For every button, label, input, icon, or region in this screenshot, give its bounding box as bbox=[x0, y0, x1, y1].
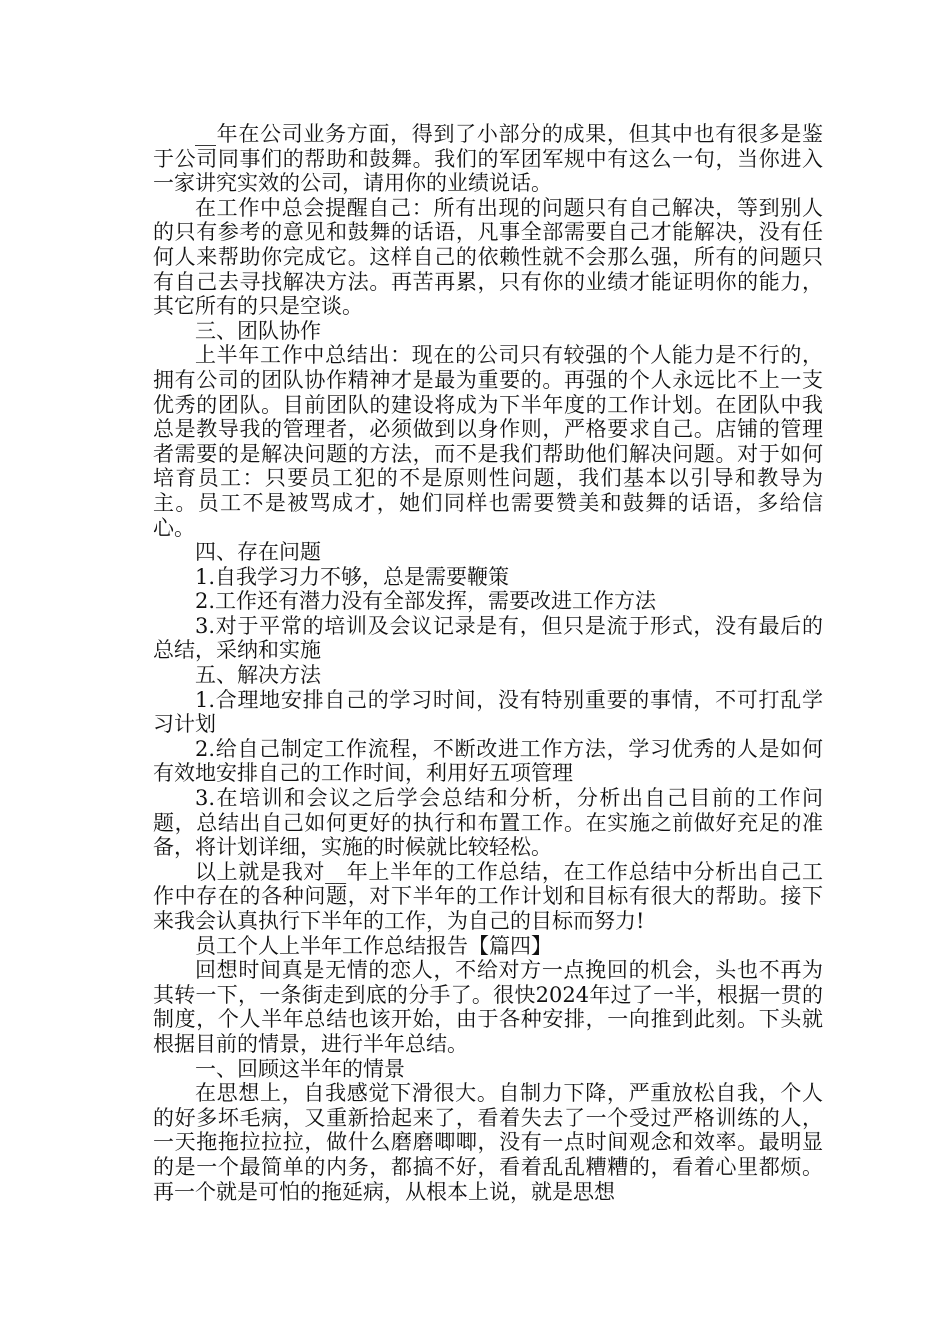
body-paragraph: 以上就是我对__年上半年的工作总结，在工作总结中分析出自己工作中存在的各种问题，对下半年的工作计划和目标有很大的帮助。接下来我会认真执行下半年的工作，为自己的目标而努力! bbox=[153, 859, 823, 933]
body-paragraph: 回想时间真是无情的恋人，不给对方一点挽回的机会，头也不再为其转一下，一条街走到底的分手了。很快2024年过了一半，根据一贯的制度，个人半年总结也该开始，由于各种安排，一向推到此刻。下头就根据目前的情景，进行半年总结。 bbox=[153, 958, 823, 1056]
list-item: 1.合理地安排自己的学习时间，没有特别重要的事情，不可打乱学习计划 bbox=[153, 687, 823, 737]
body-paragraph: 在思想上，自我感觉下滑很大。自制力下降，严重放松自我，个人的好多坏毛病，又重新拾起来了，看着失去了一个受过严格训练的人，一天拖拖拉拉拉，做什么磨磨唧唧，没有一点时间观念和效率。最明显的是一个最简单的内务，都搞不好，看着乱乱糟糟的，看着心里都烦。再一个就是可怕的拖延病，从根本上说，就是思想 bbox=[153, 1081, 823, 1204]
document-body bbox=[153, 122, 823, 1204]
section-heading: 五、解决方法 bbox=[195, 663, 321, 688]
report-title: 员工个人上半年工作总结报告【篇四】 bbox=[195, 933, 552, 958]
list-item: 3.在培训和会议之后学会总结和分析，分析出自己目前的工作问题，总结出自己如何更好的执行和布置工作。在实施之前做好充足的准备，将计划详细，实施的时候就比较轻松。 bbox=[153, 786, 823, 860]
list-item: 2.工作还有潜力没有全部发挥，需要改进工作方法 bbox=[195, 589, 657, 614]
body-paragraph: 在工作中总会提醒自己：所有出现的问题只有自己解决，等到别人的只有参考的意见和鼓舞的话语，凡事全部需要自己才能解决，没有任何人来帮助你完成它。这样自己的依赖性就不会那么强，所有的问题只有自己去寻找解决方法。再苦再累，只有你的业绩才能证明你的能力，其它所有的只是空谈。 bbox=[153, 195, 823, 319]
body-paragraph: 上半年工作中总结出：现在的公司只有较强的个人能力是不行的，拥有公司的团队协作精神才是最为重要的。再强的个人永远比不上一支优秀的团队。目前团队的建设将成为下半年度的工作计划。在团队中我总是教导我的管理者，必须做到以身作则，严格要求自己。店铺的管理者需要的是解决问题的方法，而不是我们帮助他们解决问题。对于如何培育员工：只要员工犯的不是原则性问题，我们基本以引导和教导为主。员工不是被骂成才，她们同样也需要赞美和鼓舞的话语，多给信心。 bbox=[153, 343, 823, 540]
section-heading: 四、存在问题 bbox=[195, 540, 321, 565]
list-item: 3.对于平常的培训及会议记录是有，但只是流于形式，没有最后的总结，采纳和实施 bbox=[153, 613, 823, 663]
section-heading: 三、团队协作 bbox=[195, 318, 321, 343]
section-heading: 一、回顾这半年的情景 bbox=[195, 1056, 405, 1081]
body-paragraph: __年在公司业务方面，得到了小部分的成果，但其中也有很多是鉴于公司同事们的帮助和鼓舞。我们的军团军规中有这么一句，当你进入一家讲究实效的公司，请用你的业绩说话。 bbox=[153, 122, 823, 196]
list-item: 1.自我学习力不够，总是需要鞭策 bbox=[195, 564, 510, 589]
list-item: 2.给自己制定工作流程，不断改进工作方法，学习优秀的人是如何有效地安排自己的工作时间，利用好五项管理 bbox=[153, 736, 823, 786]
